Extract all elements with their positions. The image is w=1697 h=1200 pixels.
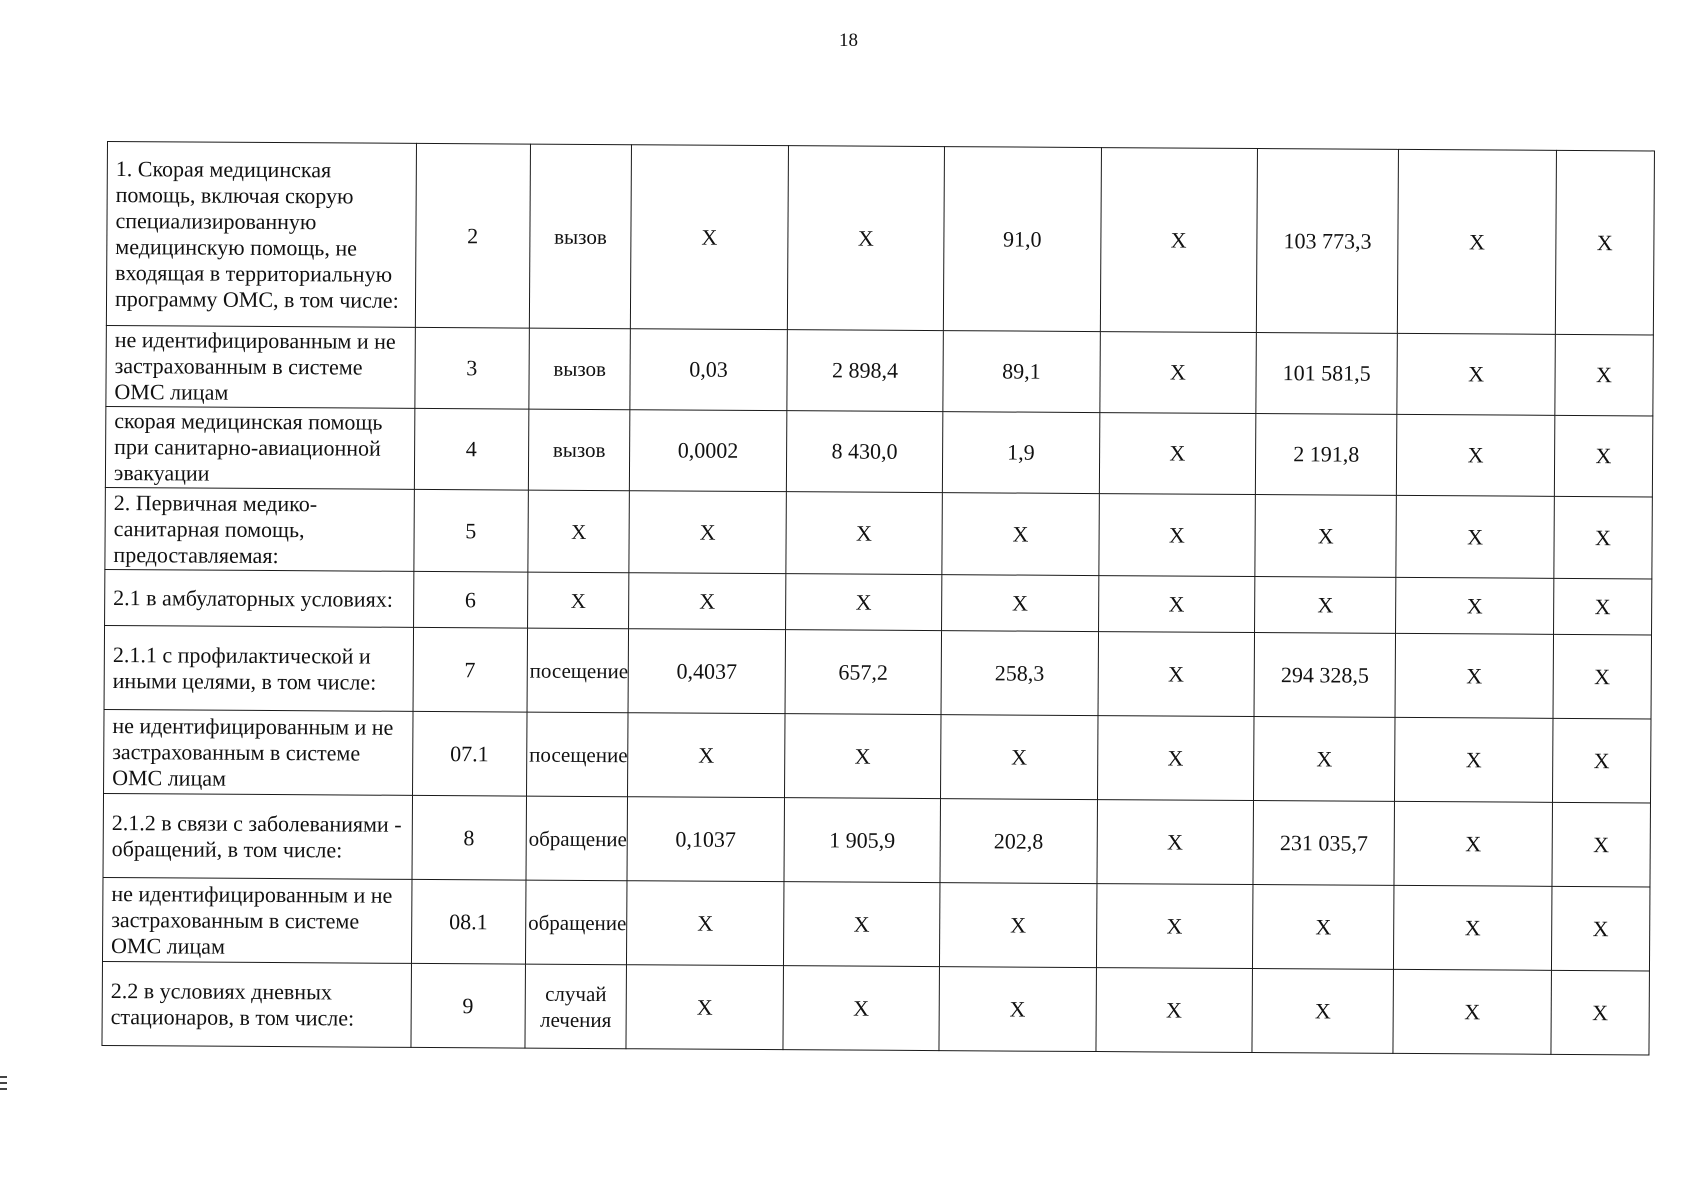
table-row: [106, 142, 1654, 335]
value-cell-9: X: [1393, 969, 1551, 1054]
value-cell-8: 294 328,5: [1254, 633, 1396, 718]
row-code-cell: 7: [413, 627, 528, 712]
value-cell-4: X: [629, 573, 786, 630]
value-cell-4: X: [627, 881, 784, 966]
value-cell-8: X: [1254, 577, 1396, 634]
value-cell-8: X: [1252, 969, 1394, 1054]
unit-cell: X: [528, 490, 630, 573]
table-row: [105, 569, 1652, 634]
value-cell-10: X: [1553, 578, 1652, 635]
row-code-cell: 4: [414, 408, 529, 490]
value-cell-5: X: [786, 492, 943, 575]
row-name-cell: скорая медицинская помощь при санитарно-авиационной эвакуации: [105, 406, 414, 489]
value-cell-4: 0,0002: [630, 410, 787, 492]
unit-cell: посещение: [526, 712, 628, 797]
value-cell-4: X: [626, 965, 783, 1050]
table-row: [102, 961, 1649, 1054]
row-name-cell: 2.1 в амбулаторных условиях:: [105, 569, 414, 627]
row-code-cell: 9: [411, 963, 526, 1048]
value-cell-6: 89,1: [943, 331, 1100, 413]
row-code-cell: 6: [413, 571, 528, 628]
value-cell-10: X: [1552, 802, 1651, 887]
table-wrapper: [101, 141, 1654, 1055]
value-cell-10: X: [1555, 334, 1654, 416]
value-cell-10: X: [1553, 634, 1652, 719]
value-cell-10: X: [1554, 496, 1653, 579]
value-cell-5: 1 905,9: [784, 798, 941, 883]
value-cell-7: X: [1097, 716, 1254, 801]
value-cell-7: X: [1099, 413, 1256, 495]
row-code-cell: 2: [415, 143, 530, 328]
row-code-cell: 3: [414, 327, 529, 409]
unit-cell: посещение: [527, 628, 629, 713]
value-cell-9: X: [1394, 885, 1552, 970]
table-row: [106, 325, 1653, 415]
unit-cell: вызов: [528, 409, 630, 491]
value-cell-6: 91,0: [943, 147, 1101, 332]
row-name-cell: 2.1.1 с профилактической и иными целями, в том числе:: [104, 625, 413, 711]
value-cell-10: X: [1552, 718, 1651, 803]
value-cell-9: X: [1394, 801, 1552, 886]
value-cell-8: 231 035,7: [1253, 801, 1395, 886]
value-cell-6: X: [942, 493, 1099, 576]
value-cell-10: X: [1551, 970, 1650, 1055]
unit-cell: X: [527, 572, 629, 629]
value-cell-4: 0,4037: [628, 629, 785, 714]
table-row: [105, 487, 1652, 578]
value-cell-9: X: [1395, 717, 1553, 802]
row-name-cell: 2.1.2 в связи с заболеваниями - обращений, в том числе:: [103, 793, 412, 879]
value-cell-4: X: [628, 713, 785, 798]
value-cell-7: X: [1096, 884, 1253, 969]
value-cell-5: X: [787, 146, 945, 331]
value-cell-5: X: [783, 882, 940, 967]
value-cell-8: X: [1252, 885, 1394, 970]
margin-tick: [0, 1088, 7, 1090]
value-cell-7: X: [1096, 968, 1253, 1053]
value-cell-5: X: [784, 714, 941, 799]
unit-cell: вызов: [529, 144, 632, 329]
value-cell-4: X: [631, 145, 789, 330]
value-cell-6: X: [941, 715, 1098, 800]
value-cell-10: X: [1554, 415, 1653, 497]
row-code-cell: 07.1: [412, 711, 527, 796]
value-cell-9: X: [1397, 333, 1555, 415]
row-name-cell: 2.2 в условиях дневных стационаров, в том числе:: [102, 961, 411, 1047]
data-table: [101, 141, 1654, 1055]
row-name-cell: 2. Первичная медико-санитарная помощь, предоставляемая:: [105, 487, 414, 571]
value-cell-5: X: [783, 966, 940, 1051]
value-cell-7: X: [1099, 332, 1256, 414]
value-cell-7: X: [1098, 632, 1255, 717]
row-code-cell: 08.1: [411, 879, 526, 964]
unit-cell: обращение: [525, 880, 627, 965]
row-code-cell: 5: [413, 489, 528, 572]
value-cell-8: 101 581,5: [1256, 333, 1398, 415]
margin-tick: [0, 1082, 7, 1084]
value-cell-6: 202,8: [940, 799, 1097, 884]
value-cell-9: X: [1395, 633, 1553, 718]
unit-cell: вызов: [529, 328, 631, 410]
value-cell-6: X: [939, 967, 1096, 1052]
row-name-cell: не идентифицированным и не застрахованным в системе ОМС лицам: [106, 325, 415, 408]
value-cell-6: X: [942, 575, 1099, 632]
value-cell-8: X: [1253, 717, 1395, 802]
table-row: [103, 793, 1650, 886]
value-cell-7: X: [1098, 494, 1255, 577]
table-row: [104, 625, 1651, 718]
value-cell-5: 8 430,0: [786, 411, 943, 493]
value-cell-9: X: [1397, 414, 1555, 496]
value-cell-7: X: [1098, 576, 1255, 633]
value-cell-9: X: [1396, 495, 1554, 578]
row-name-cell: не идентифицированным и не застрахованным в системе ОМС лицам: [104, 709, 413, 795]
unit-cell: случай лечения: [525, 964, 627, 1049]
value-cell-10: X: [1555, 150, 1654, 335]
value-cell-6: X: [940, 883, 1097, 968]
value-cell-8: X: [1255, 495, 1397, 578]
margin-tick: [0, 1076, 7, 1078]
value-cell-5: 657,2: [785, 630, 942, 715]
table-row: [104, 709, 1651, 802]
row-name-cell: не идентифицированным и не застрахованным в системе ОМС лицам: [102, 877, 411, 963]
value-cell-8: 103 773,3: [1256, 149, 1398, 334]
value-cell-4: 0,03: [630, 329, 787, 411]
table-row: [105, 406, 1652, 496]
value-cell-10: X: [1551, 886, 1650, 971]
value-cell-9: X: [1396, 577, 1554, 634]
value-cell-6: 258,3: [941, 631, 1098, 716]
value-cell-6: 1,9: [942, 412, 1099, 494]
value-cell-9: X: [1398, 149, 1557, 334]
row-name-cell: 1. Скорая медицинская помощь, включая скорую специализированную медицинскую помощь, не входящая в территориальную программу ОМС, в том числе:: [106, 142, 416, 328]
value-cell-4: 0,1037: [627, 797, 784, 882]
value-cell-5: X: [785, 574, 942, 631]
table-row: [102, 877, 1649, 970]
value-cell-5: 2 898,4: [787, 330, 944, 412]
page-number: 18: [839, 30, 858, 51]
value-cell-8: 2 191,8: [1255, 414, 1397, 496]
unit-cell: обращение: [526, 796, 628, 881]
value-cell-7: X: [1097, 800, 1254, 885]
value-cell-4: X: [629, 491, 786, 574]
value-cell-7: X: [1100, 148, 1258, 333]
scan-margin-marks: [0, 1076, 8, 1094]
row-code-cell: 8: [412, 795, 527, 880]
